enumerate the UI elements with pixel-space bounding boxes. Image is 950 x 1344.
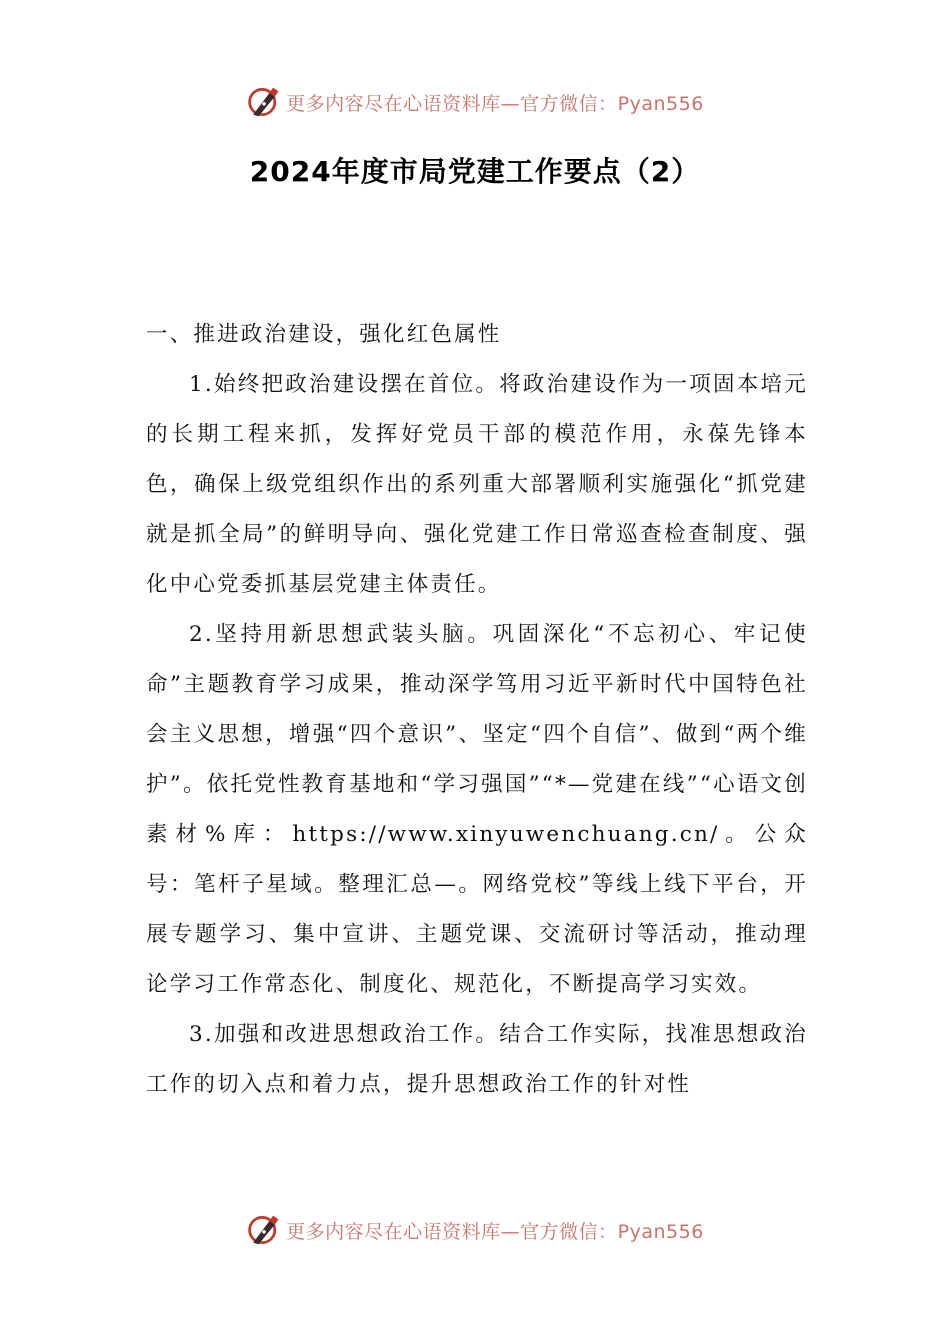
pen-nib-logo-icon [246, 1212, 282, 1248]
document-body [146, 310, 808, 1110]
header-banner [0, 82, 950, 122]
paragraph-1: 1.始终把政治建设摆在首位。将政治建设作为一项固本培元的长期工程来抓，发挥好党员干部的模范作用，永葆先锋本色，确保上级党组织作出的系列重大部署顺利实施强化“抓党建就是抓全局”的鲜明导向、强化党建工作日常巡查检查制度、强化中心党委抓基层党建主体责任。 [146, 372, 808, 597]
footer-banner [0, 1210, 950, 1250]
banner-text: 更多内容尽在心语资料库—官方微信：Pyan556 [286, 1220, 704, 1243]
paragraph-3: 3.加强和改进思想政治工作。结合工作实际，找准思想政治工作的切入点和着力点，提升思想政治工作的针对性 [146, 1022, 808, 1097]
section-heading: 一、推进政治建设，强化红色属性 [146, 322, 502, 347]
page-title: 2024年度市局党建工作要点（2） [249, 155, 701, 188]
pen-nib-logo-icon [246, 84, 282, 120]
paragraph-2: 2.坚持用新思想武装头脑。巩固深化“不忘初心、牢记使命”主题教育学习成果，推动深学笃用习近平新时代中国特色社会主义思想，增强“四个意识”、坚定“四个自信”、做到“两个维护”。依托党性教育基地和“学习强国”“*—党建在线”“心语文创素材%库：https://www.xinyuwenchuang.cn/。公众号：笔杆子星域。整理汇总—。网络党校”等线上线下平台，开展专题学习、集中宣讲、主题党课、交流研讨等活动，推动理论学习工作常态化、制度化、规范化，不断提高学习实效。 [146, 622, 808, 997]
banner-text: 更多内容尽在心语资料库—官方微信：Pyan556 [286, 92, 704, 115]
